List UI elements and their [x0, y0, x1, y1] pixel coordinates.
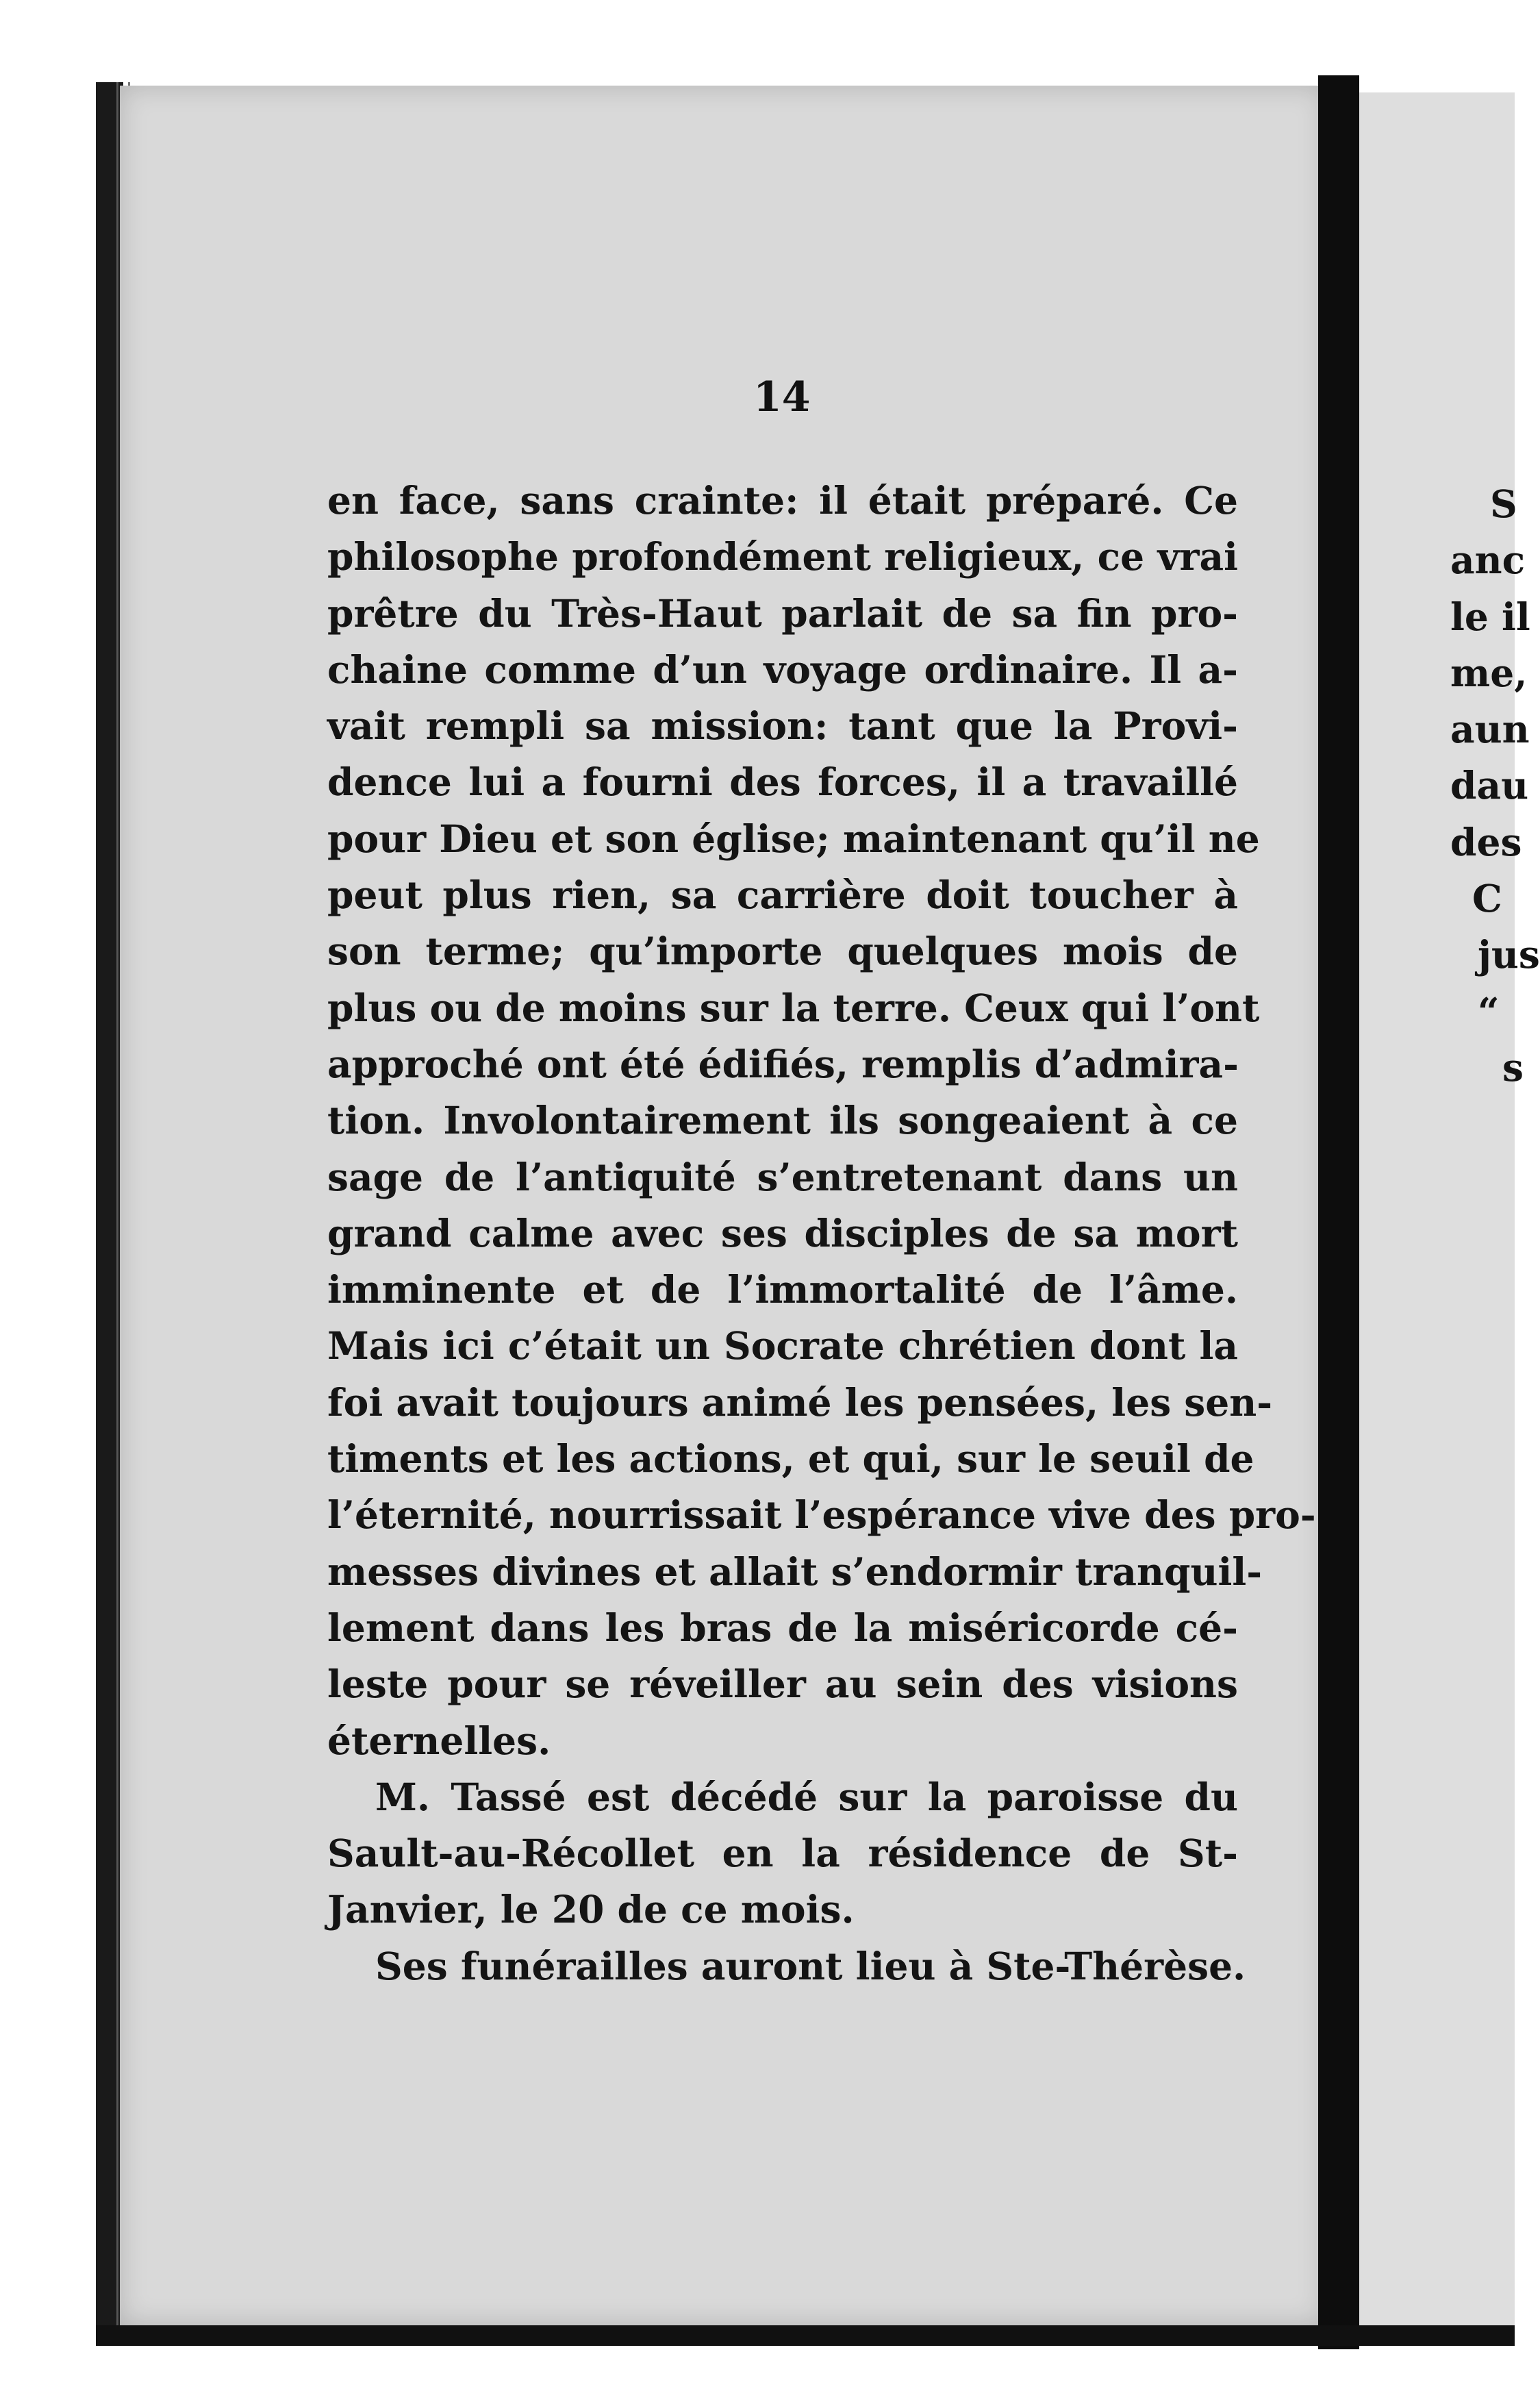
text-line: approché ont été édifiés, remplis d’admira- [327, 1041, 1239, 1086]
facing-fragment: S [1490, 481, 1517, 526]
text-line: plus ou de moins sur la terre. Ceux qui l’ont [327, 985, 1260, 1030]
text-line: Janvier, le 20 de ce mois. [327, 1887, 855, 1932]
facing-fragment: C [1472, 876, 1502, 921]
facing-fragment: des [1450, 819, 1522, 864]
text-line: en face, sans crainte: il était préparé. Ce [327, 478, 1238, 523]
text-line: imminente et de l’immortalité de l’âme. [327, 1267, 1238, 1312]
text-line: Ses funérailles auront lieu à Ste-Thérèse. [375, 1943, 1246, 1988]
page-text [327, 473, 1316, 1994]
facing-page-text [1450, 476, 1540, 1096]
text-line: lement dans les bras de la miséricorde cé- [327, 1605, 1238, 1650]
text-line: messes divines et allait s’endormir tranquil- [327, 1549, 1263, 1594]
text-line: M. Tassé est décédé sur la paroisse du [375, 1774, 1238, 1819]
text-line: éternelles. [327, 1718, 551, 1763]
right-page-edge [1359, 92, 1515, 2325]
facing-fragment: dau [1450, 763, 1529, 808]
text-line: peut plus rien, sa carrière doit toucher à [327, 873, 1238, 918]
text-line: sage de l’antiquité s’entretenant dans un [327, 1154, 1238, 1199]
facing-fragment: le il [1450, 594, 1530, 639]
text-line: vait rempli sa mission: tant que la Provi- [327, 703, 1238, 749]
facing-fragment: me, [1450, 650, 1528, 695]
text-line: l’éternité, nourrissait l’espérance vive des pro- [327, 1492, 1316, 1538]
text-line: timents et les actions, et qui, sur le seuil de [327, 1436, 1254, 1481]
facing-fragment: s [1502, 1045, 1524, 1090]
text-line: tion. Involontairement ils songeaient à ce [327, 1098, 1238, 1143]
facing-fragment: anc [1450, 538, 1526, 583]
text-line: foi avait toujours animé les pensées, les sen- [327, 1379, 1273, 1425]
text-line: philosophe profondément religieux, ce vrai [327, 534, 1238, 579]
facing-fragment: “ [1478, 988, 1500, 1034]
page-number: 14 [753, 373, 811, 421]
text-line: leste pour se réveiller au sein des visions [327, 1662, 1238, 1707]
text-line: son terme; qu’importe quelques mois de [327, 929, 1238, 974]
text-line: prêtre du Très-Haut parlait de sa fin pro- [327, 590, 1238, 636]
facing-fragment: aun [1450, 707, 1530, 752]
book-gutter [1318, 75, 1359, 2349]
text-line: dence lui a fourni des forces, il a travaillé [327, 760, 1238, 805]
bottom-shadow [96, 2325, 1515, 2346]
text-line: Mais ici c’était un Socrate chrétien dont la [327, 1323, 1238, 1368]
text-line: pour Dieu et son église; maintenant qu’il ne [327, 816, 1260, 861]
text-line: Sault-au-Récollet en la résidence de St- [327, 1831, 1238, 1876]
text-line: chaine comme d’un voyage ordinaire. Il a- [327, 647, 1238, 692]
text-line: grand calme avec ses disciples de sa mort [327, 1210, 1238, 1255]
facing-fragment: jus [1478, 932, 1540, 977]
